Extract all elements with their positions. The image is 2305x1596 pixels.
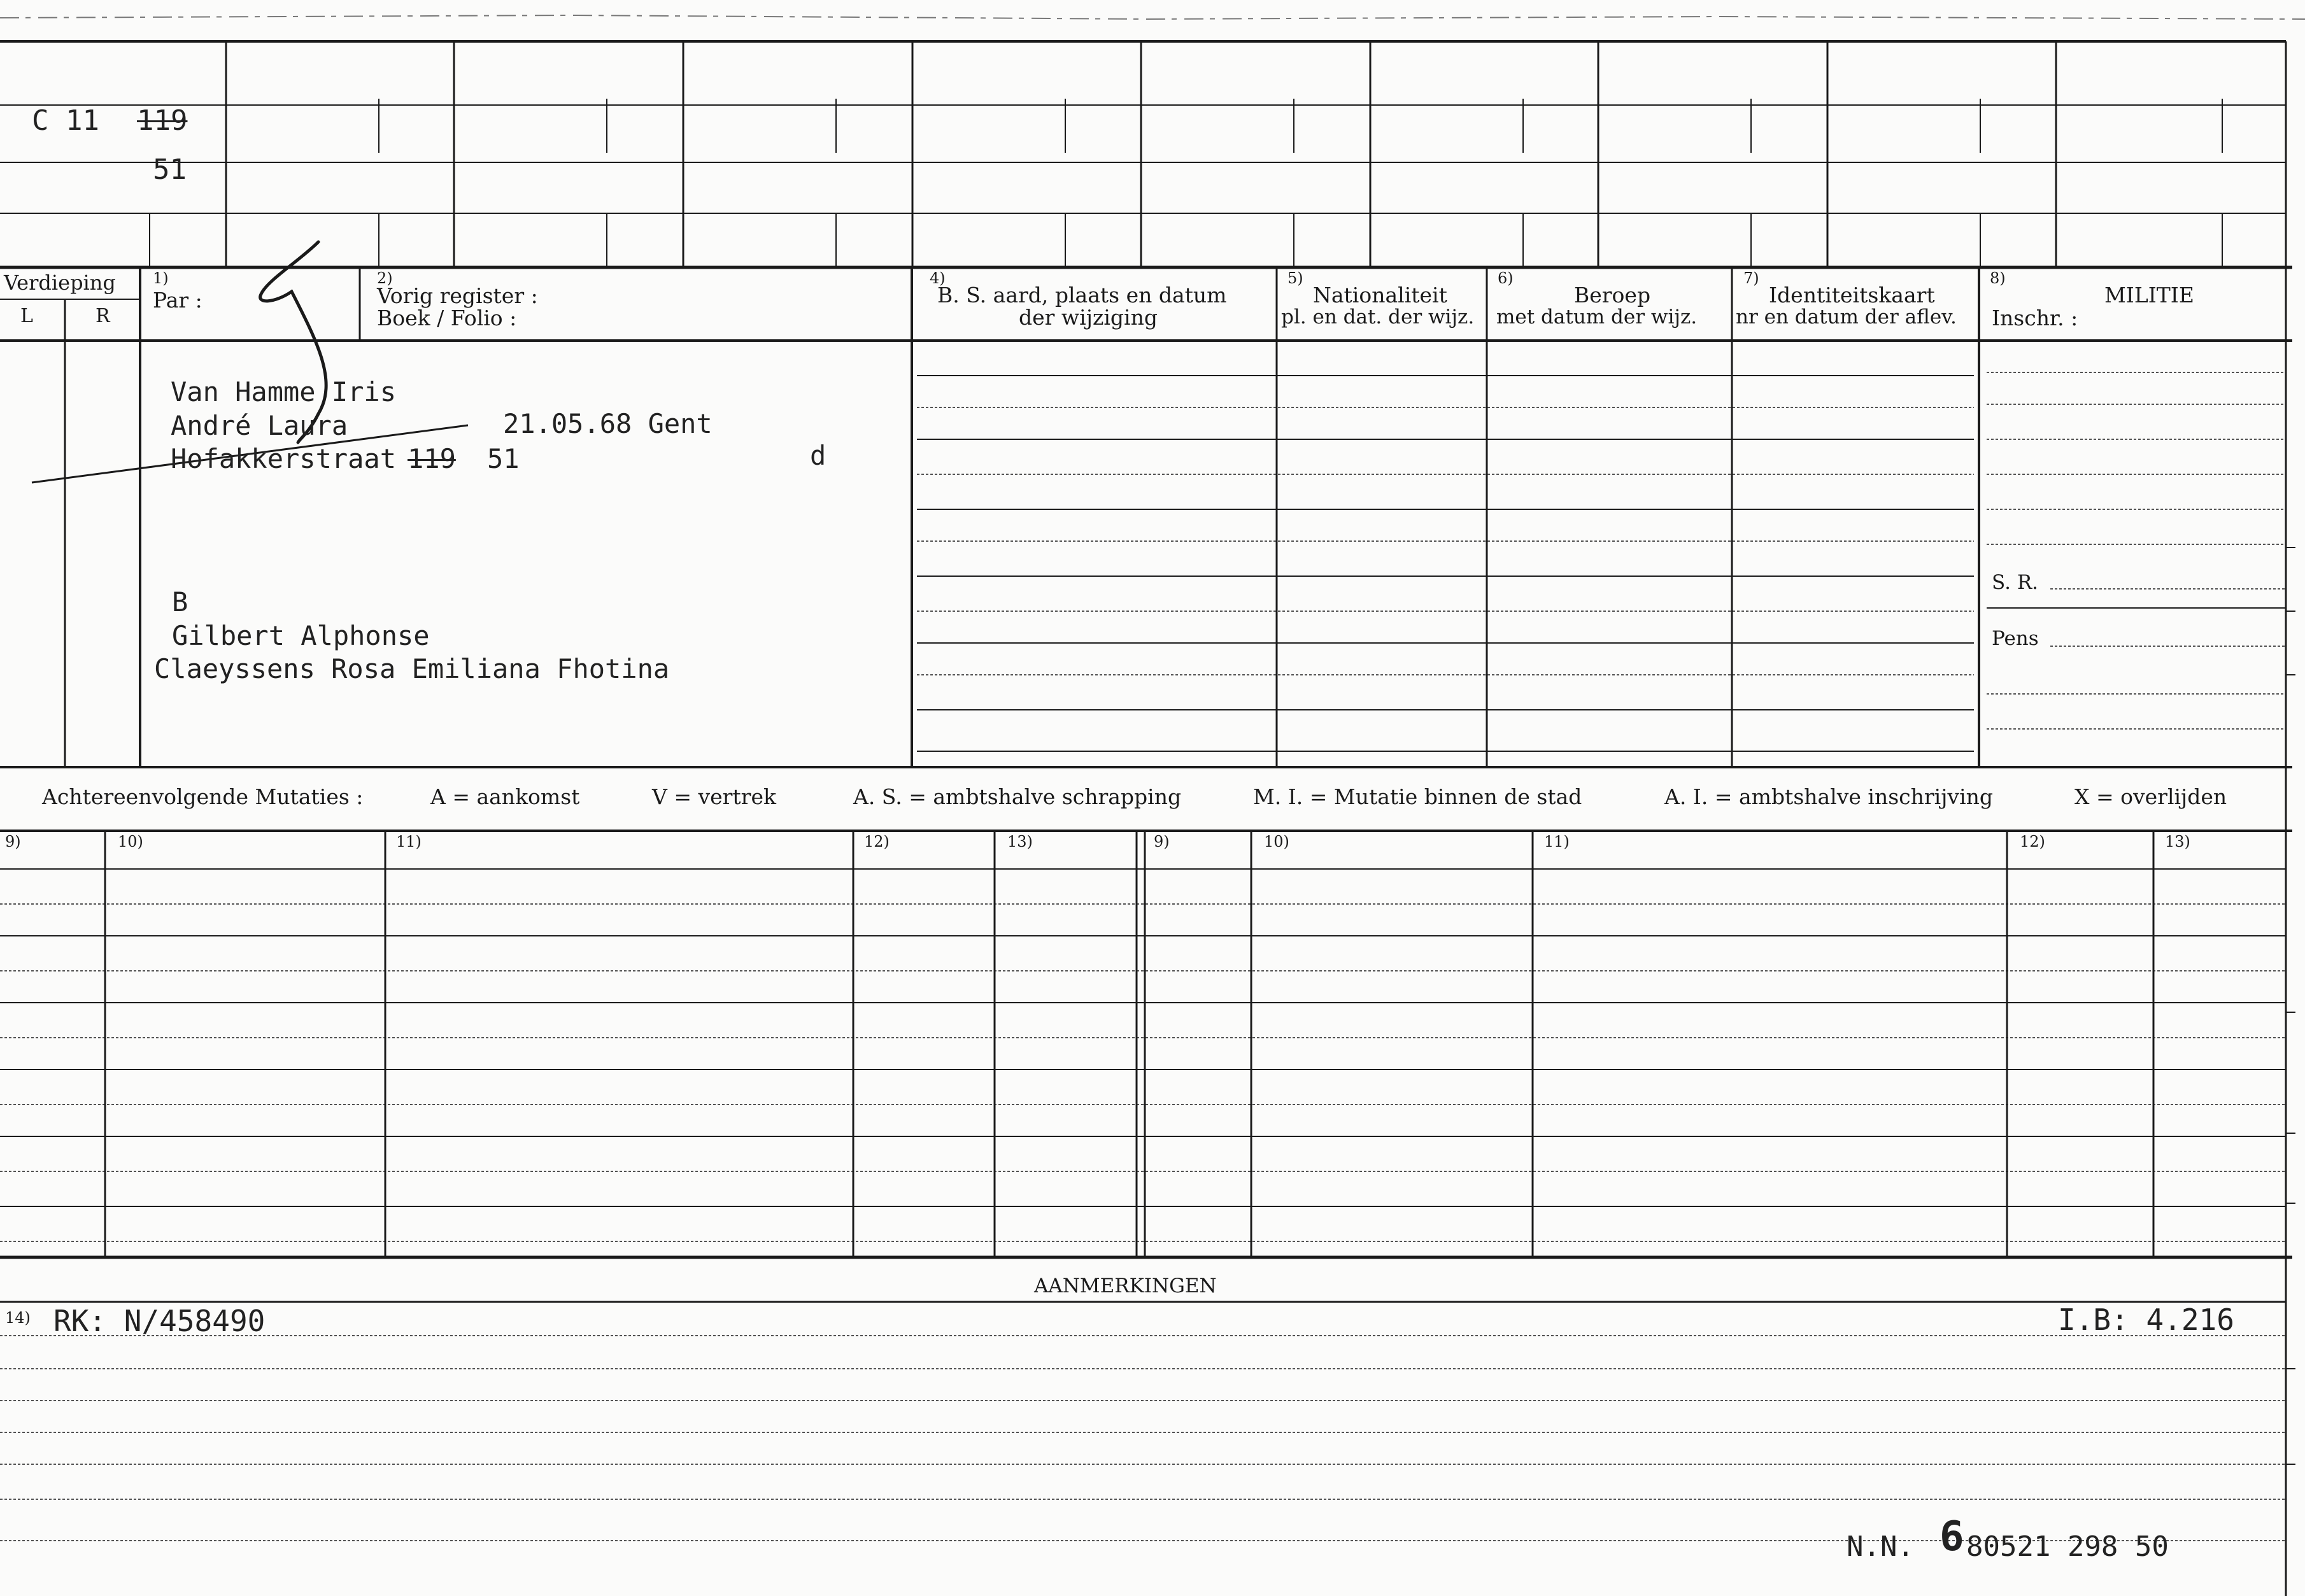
field-2-number: 2) (377, 269, 393, 287)
national-number-first-digit: 6 (1940, 1513, 1964, 1560)
field-5-label-1: Nationaliteit (1313, 283, 1447, 307)
field-5-label-2: pl. en dat. der wijz. (1281, 306, 1475, 328)
mutation-col-number: 11) (1544, 833, 1570, 851)
field-4-label-1: B. S. aard, plaats en datum (937, 283, 1227, 307)
record-street: Hofakkerstraat (171, 443, 397, 474)
legend-a: A = aankomst (430, 784, 580, 809)
field-6-label-2: met datum der wijz. (1496, 306, 1698, 328)
field-5-number: 5) (1287, 269, 1303, 287)
field-1-label: Par : (153, 288, 202, 313)
record-street-new-number: 51 (487, 443, 520, 474)
field-7-label-1: Identiteitskaart (1769, 283, 1935, 307)
legend-v: V = vertrek (652, 784, 776, 809)
legend-title: Achtereenvolgende Mutaties : (42, 784, 364, 809)
militie-sr-label: S. R. (1992, 571, 2039, 594)
legend-mi: M. I. = Mutatie binnen de stad (1253, 784, 1582, 809)
mutation-col-number: 10) (1264, 833, 1289, 851)
field-2-label-2: Boek / Folio : (377, 306, 517, 330)
mutation-col-number: 12) (2020, 833, 2045, 851)
militie-pens-label: Pens (1992, 627, 2039, 650)
field-7-label-2: nr en datum der aflev. (1736, 306, 1957, 328)
record-line-2: André Laura (171, 410, 348, 441)
mutation-col-number: 10) (118, 833, 143, 851)
militie-title: MILITIE (2104, 283, 2194, 307)
remarks-title: AANMERKINGEN (1034, 1275, 1217, 1297)
field-2-label-1: Vorig register : (377, 283, 538, 308)
mutation-col-number: 9) (5, 833, 21, 851)
legend-x: X = overlijden (2074, 784, 2227, 809)
militie-inschr-label: Inschr. : (1992, 306, 2078, 330)
record-line-1: Van Hamme Iris (171, 376, 397, 407)
mutation-col-number: 13) (2165, 833, 2190, 851)
record-father: Gilbert Alphonse (172, 620, 430, 651)
field-4-label-2: der wijziging (1019, 305, 1158, 330)
legend-ai: A. I. = ambtshalve inschrijving (1664, 784, 1994, 809)
col-l-label: L (20, 305, 33, 327)
record-birth: 21.05.68 Gent (503, 408, 713, 439)
record-mother: Claeyssens Rosa Emiliana Fhotina (154, 653, 670, 684)
verdieping-label: Verdieping (4, 271, 116, 295)
field-7-number: 7) (1743, 269, 1759, 287)
national-number-prefix: N.N. (1847, 1530, 1914, 1563)
legend-as: A. S. = ambtshalve schrapping (853, 784, 1182, 809)
mutation-col-number: 9) (1154, 833, 1170, 851)
card-code-old: 119 (137, 104, 188, 137)
national-number-rest: 80521 298 50 (1966, 1530, 2169, 1563)
record-section-b: B (172, 586, 188, 618)
field-1-number: 1) (153, 269, 169, 287)
field-6-number: 6) (1498, 269, 1514, 287)
mutation-col-number: 12) (864, 833, 890, 851)
record-street-old-number: 119 (408, 443, 456, 474)
card-code-new: 51 (153, 153, 187, 186)
mutation-col-number: 13) (1007, 833, 1033, 851)
card-code: C 11 (32, 104, 99, 137)
field-4-number: 4) (930, 269, 946, 287)
mutation-col-number: 11) (396, 833, 422, 851)
remarks-ib: I.B: 4.216 (2058, 1303, 2234, 1337)
remarks-number: 14) (5, 1309, 31, 1327)
record-mark: d (810, 440, 826, 471)
field-8-number: 8) (1990, 269, 2006, 287)
col-r-label: R (96, 305, 110, 327)
remarks-rk: RK: N/458490 (53, 1304, 266, 1338)
field-6-label-1: Beroep (1574, 283, 1651, 307)
